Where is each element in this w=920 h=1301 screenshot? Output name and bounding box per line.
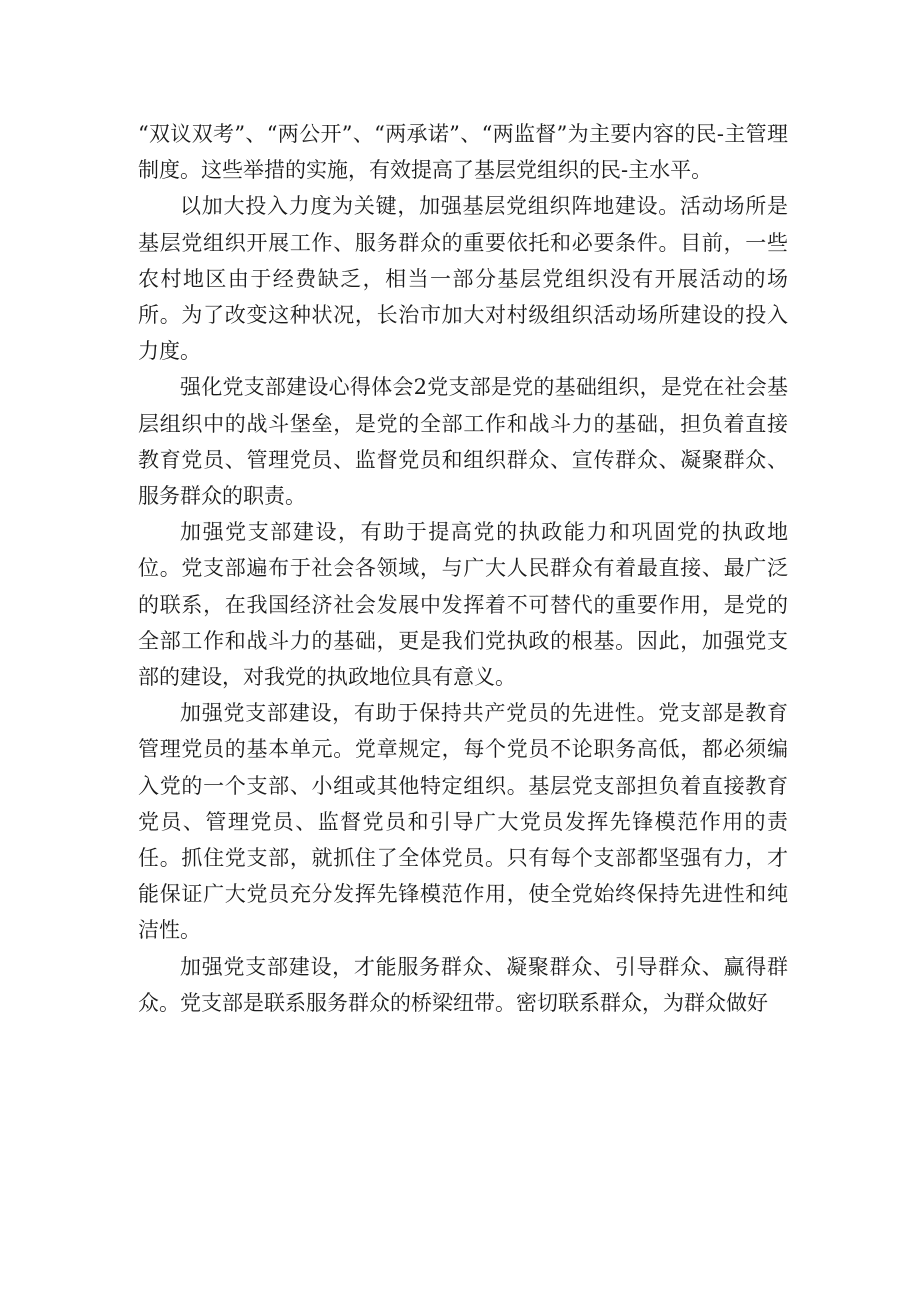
paragraph: 以加大投入力度为关键，加强基层党组织阵地建设。活动场所是基层党组织开展工作、服务群众的重要依托和必要条件。目前，一些农村地区由于经费缺乏，相当一部分基层党组织没有开展活动的场所。为了改变这种状况，长治市加大对村级组织活动场所建设的投入力度。 — [138, 194, 788, 364]
paragraph: 加强党支部建设，有助于提高党的执政能力和巩固党的执政地位。党支部遍布于社会各领域，与广大人民群众有着最直接、最广泛的联系，在我国经济社会发展中发挥着不可替代的重要作用，是党的全部工作和战斗力的基础，更是我们党执政的根基。因此，加强党支部的建设，对我党的执政地位具有意义。 — [138, 520, 788, 690]
paragraph: 加强党支部建设，有助于保持共产党员的先进性。党支部是教育管理党员的基本单元。党章规定，每个党员不论职务高低，都必须编入党的一个支部、小组或其他特定组织。基层党支部担负着直接教育党员、管理党员、监督党员和引导广大党员发挥先锋模范作用的责任。抓住党支部，就抓住了全体党员。只有每个支部都坚强有力，才能保证广大党员充分发挥先锋模范作用，使全党始终保持先进性和纯洁性。 — [138, 701, 788, 943]
paragraph: 强化党支部建设心得体会2党支部是党的基础组织，是党在社会基层组织中的战斗堡垒，是党的全部工作和战斗力的基础，担负着直接教育党员、管理党员、监督党员和组织群众、宣传群众、凝聚群众、服务群众的职责。 — [138, 375, 788, 509]
paragraph: 加强党支部建设，才能服务群众、凝聚群众、引导群众、赢得群众。党支部是联系服务群众的桥梁纽带。密切联系群众，为群众做好 — [138, 954, 788, 1015]
document-body — [138, 116, 788, 1021]
paragraph-continued: “双议双考”、“两公开”、“两承诺”、“两监督”为主要内容的民-主管理制度。这些举措的实施，有效提高了基层党组织的民-主水平。 — [138, 122, 788, 183]
